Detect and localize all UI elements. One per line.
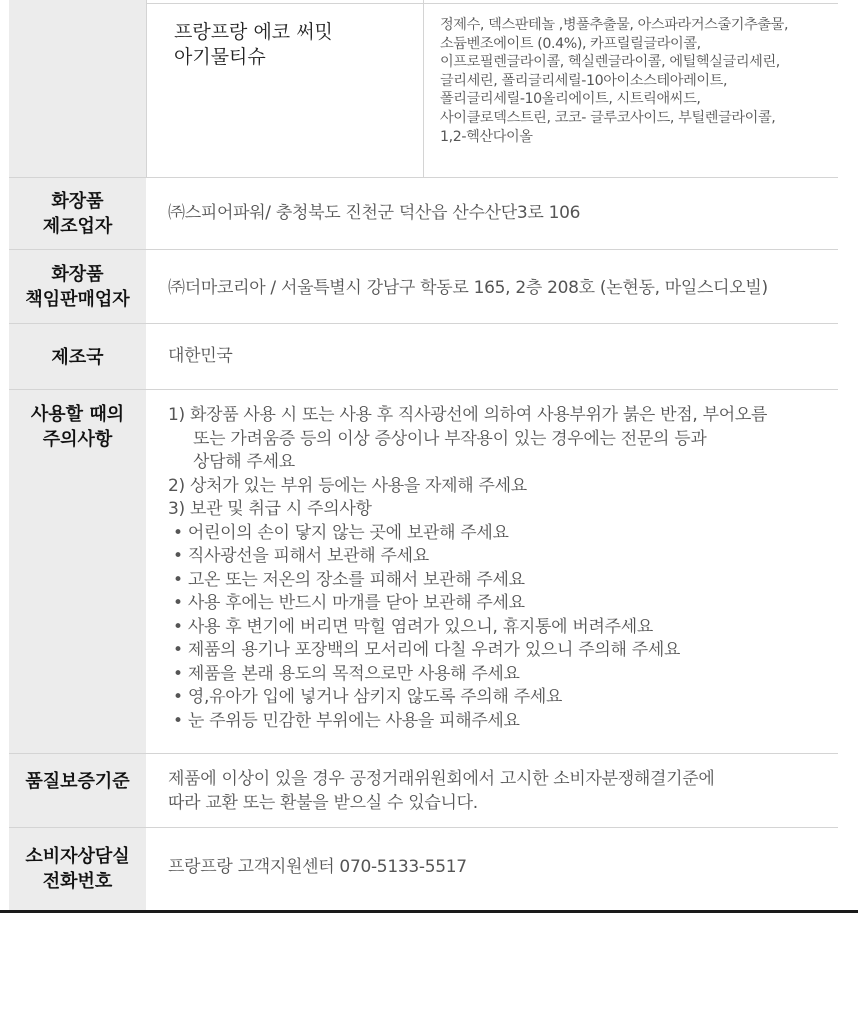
- precautions-row: [0, 390, 838, 754]
- distributor-label: 화장품 책임판매업자: [9, 250, 146, 324]
- list-item: • 사용 후 변기에 버리면 막힐 염려가 있으니, 휴지통에 버려주세요: [168, 616, 838, 640]
- list-item: • 어린이의 손이 닿지 않는 곳에 보관해 주세요: [168, 522, 838, 546]
- distributor-value: ㈜더마코리아 / 서울특별시 강남구 학동로 165, 2층 208호 (논현동, 마일스디오빌): [168, 278, 768, 298]
- contact-row: [0, 828, 838, 910]
- warranty-label: 품질보증기준: [9, 754, 146, 828]
- manufacturer-row: [0, 178, 838, 250]
- contact-value: 프랑프랑 고객지원센터 070-5133-5517: [168, 857, 467, 877]
- ingredients-cell: [424, 0, 838, 178]
- list-item: 1) 화장품 사용 시 또는 사용 후 직사광선에 의하여 사용부위가 붉은 반점, 부어오름: [168, 405, 768, 425]
- manufacturer-value: ㈜스피어파워/ 충청북도 진천군 덕산읍 산수산단3로 106: [168, 203, 581, 223]
- list-item: • 영,유아가 입에 넣거나 삼키지 않도록 주의해 주세요: [168, 686, 838, 710]
- list-item: 또는 가려움증 등의 이상 증상이나 부작용이 있는 경우에는 전문의 등과: [193, 428, 707, 449]
- product-name-cell: [146, 0, 424, 178]
- country-row: [0, 324, 838, 390]
- list-item: 2) 상처가 있는 부위 등에는 사용을 자제해 주세요: [168, 475, 527, 496]
- row-header-empty: [9, 0, 146, 178]
- list-item: 3) 보관 및 취급 시 주의사항: [168, 499, 372, 519]
- manufacturer-label: 화장품 제조업자: [9, 178, 146, 250]
- list-item: • 사용 후에는 반드시 마개를 닫아 보관해 주세요: [168, 592, 838, 616]
- contact-label: 소비자상담실 전화번호: [9, 828, 146, 910]
- country-label: 제조국: [9, 324, 146, 390]
- distributor-row: [0, 250, 838, 324]
- country-value: 대한민국: [168, 346, 233, 366]
- list-item: • 제품을 본래 용도의 목적으로만 사용해 주세요: [168, 663, 838, 687]
- list-item: • 고온 또는 저온의 장소를 피해서 보관해 주세요: [168, 569, 838, 593]
- warranty-row: [0, 754, 838, 828]
- table-bottom-rule: [0, 910, 858, 913]
- precautions-value: [168, 404, 838, 733]
- ingredients-list: 정제수, 덱스판테놀 ,병풀추출물, 아스파라거스줄기추출물, 소듐벤조에이트 (0.4%), 카프릴릴글라이콜, 이프로필렌글라이콜, 헥실렌글라이콜, 에틸헥실글리세린, 글리세린, 폴리글리세릴-10아이소스테아레이트, 폴리글리세릴-10올리에이트, 시트릭애씨드, 사이클로덱스트린, 코코- 글루코사이드, 부틸렌글라이콜, 1,2-헥산다이올: [440, 17, 789, 145]
- product-name: 프랑프랑 에코 써밋 아기물티슈: [174, 21, 333, 68]
- warranty-value: 제품에 이상이 있을 경우 공정거래위원회에서 고시한 소비자분쟁해결기준에 따라 교환 또는 환불을 받으실 수 있습니다.: [168, 769, 715, 813]
- list-item: • 눈 주위등 민감한 부위에는 사용을 피해주세요: [168, 710, 838, 734]
- list-item: 상담해 주세요: [193, 452, 295, 472]
- list-item: • 직사광선을 피해서 보관해 주세요: [168, 545, 838, 569]
- list-item: • 제품의 용기나 포장백의 모서리에 다칠 우려가 있으니 주의해 주세요: [168, 639, 838, 663]
- precautions-list: [168, 404, 838, 733]
- precautions-label: 사용할 때의 주의사항: [9, 390, 146, 754]
- ingredients-row: [0, 0, 838, 178]
